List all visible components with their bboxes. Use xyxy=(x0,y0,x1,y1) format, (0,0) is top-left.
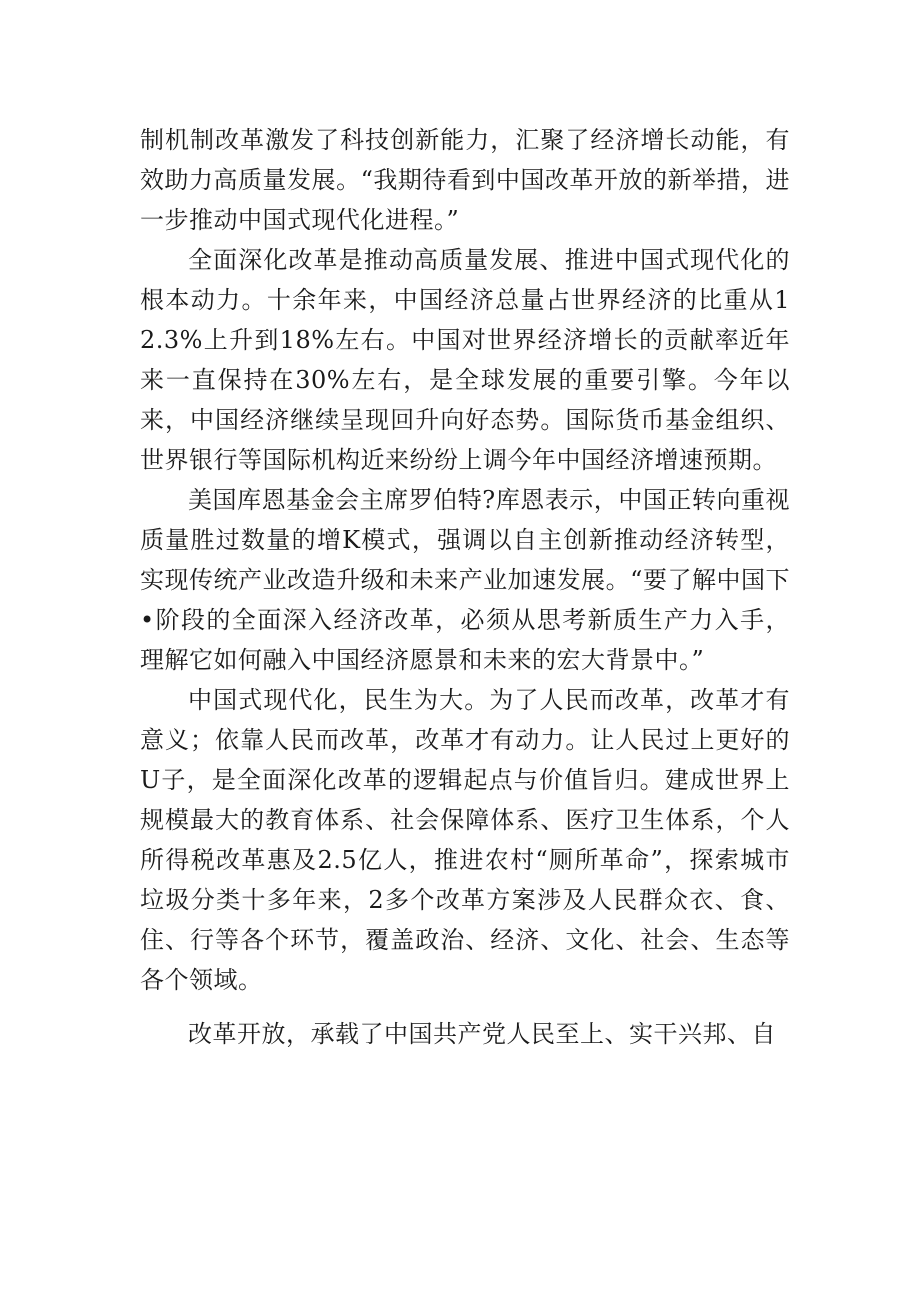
document-body xyxy=(140,120,790,1054)
paragraph-1: 制机制改革激发了科技创新能力，汇聚了经济增长动能，有效助力高质量发展。“我期待看到中国改革开放的新举措，进一步推动中国式现代化进程。” xyxy=(140,126,790,234)
paragraph-5: 改革开放，承载了中国共产党人民至上、实干兴邦、自 xyxy=(188,1020,776,1048)
paragraph-2: 全面深化改革是推动高质量发展、推进中国式现代化的根本动力。十余年来，中国经济总量占世界经济的比重从12.3%上升到18%左右。中国对世界经济增长的贡献率近年来一直保持在30%左右，是全球发展的重要引擎。今年以来，中国经济继续呈现回升向好态势。国际货币基金组织、世界银行等国际机构近来纷纷上调今年中国经济增速预期。 xyxy=(140,246,790,474)
paragraph-4: 中国式现代化，民生为大。为了人民而改革，改革才有意义；依靠人民而改革，改革才有动力。让人民过上更好的U子，是全面深化改革的逻辑起点与价值旨归。建成世界上规模最大的教育体系、社会保障体系、医疗卫生体系，个人所得税改革惠及2.5亿人，推进农村“厕所革命”，探索城市垃圾分类十多年来，2多个改革方案涉及人民群众衣、食、住、行等各个环节，覆盖政治、经济、文化、社会、生态等各个领域。 xyxy=(140,686,790,994)
paragraph-3: 美国库恩基金会主席罗伯特?库恩表示，中国正转向重视质量胜过数量的增K模式，强调以自主创新推动经济转型，实现传统产业改造升级和未来产业加速发展。“要了解中国下•阶段的全面深入经济改革，必须从思考新质生产力入手，理解它如何融入中国经济愿景和未来的宏大背景中。” xyxy=(140,486,790,674)
